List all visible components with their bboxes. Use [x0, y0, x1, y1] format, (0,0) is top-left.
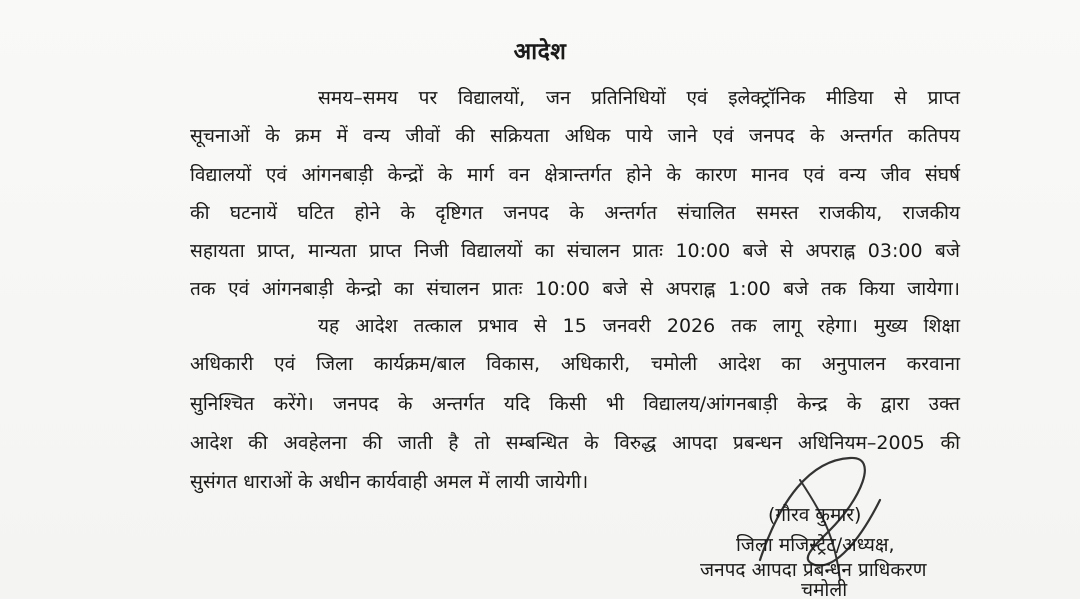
paragraph-line: सुनिश्चित करेंगे। जनपद के अन्तर्गत यदि किसी भी विद्यालय/आंगनबाड़ी केन्द्र के द्वारा उक्त [190, 393, 960, 415]
signatory-authority: जनपद आपदा प्रबन्धन प्राधिकरण [700, 559, 927, 581]
signatory-name: (गौरव कुमार) [768, 504, 862, 526]
paragraph-line: सहायता प्राप्त, मान्यता प्राप्त निजी विद्यालयों का संचालन प्रातः 10:00 बजे से अपराह्न 03:00 बजे [190, 240, 960, 262]
paragraph-line: की घटनायें घटित होने के दृष्टिगत जनपद के अन्तर्गत संचालित समस्त राजकीय, राजकीय [190, 202, 960, 224]
paragraph-line: अधिकारी एवं जिला कार्यक्रम/बाल विकास, अधिकारी, चमोली आदेश का अनुपालन करवाना [190, 353, 960, 375]
order-title: आदेश [513, 39, 567, 65]
paragraph-line: समय–समय पर विद्यालयों, जन प्रतिनिधियों एवं इलेक्ट्रॉनिक मीडिया से प्राप्त [318, 87, 960, 109]
paragraph-line: तक एवं आंगनबाड़ी केन्द्रो का संचालन प्रातः 10:00 बजे से अपराह्न 1:00 बजे तक किया जायेगा। [190, 278, 960, 300]
signatory-district: चमोली [801, 579, 848, 599]
paragraph-line: सुसंगत धाराओं के अधीन कार्यवाही अमल में लायी जायेगी। [190, 471, 589, 493]
paragraph-line: यह आदेश तत्काल प्रभाव से 15 जनवरी 2026 तक लागू रहेगा। मुख्य शिक्षा [318, 315, 960, 337]
paragraph-line: आदेश की अवहेलना की जाती है तो सम्बन्धित के विरुद्ध आपदा प्रबन्धन अधिनियम–2005 की [190, 432, 960, 454]
signatory-designation: जिला मजिस्ट्रेट/अध्यक्ष, [736, 534, 895, 556]
paragraph-line: सूचनाओं के क्रम में वन्य जीवों की सक्रियता अधिक पाये जाने एवं जनपद के अन्तर्गत कतिपय [190, 125, 960, 147]
paragraph-line: विद्यालयों एवं आंगनबाड़ी केन्द्रों के मार्ग वन क्षेत्रान्तर्गत होने के कारण मानव एवं वन्य जीव संघर्ष [190, 164, 960, 186]
